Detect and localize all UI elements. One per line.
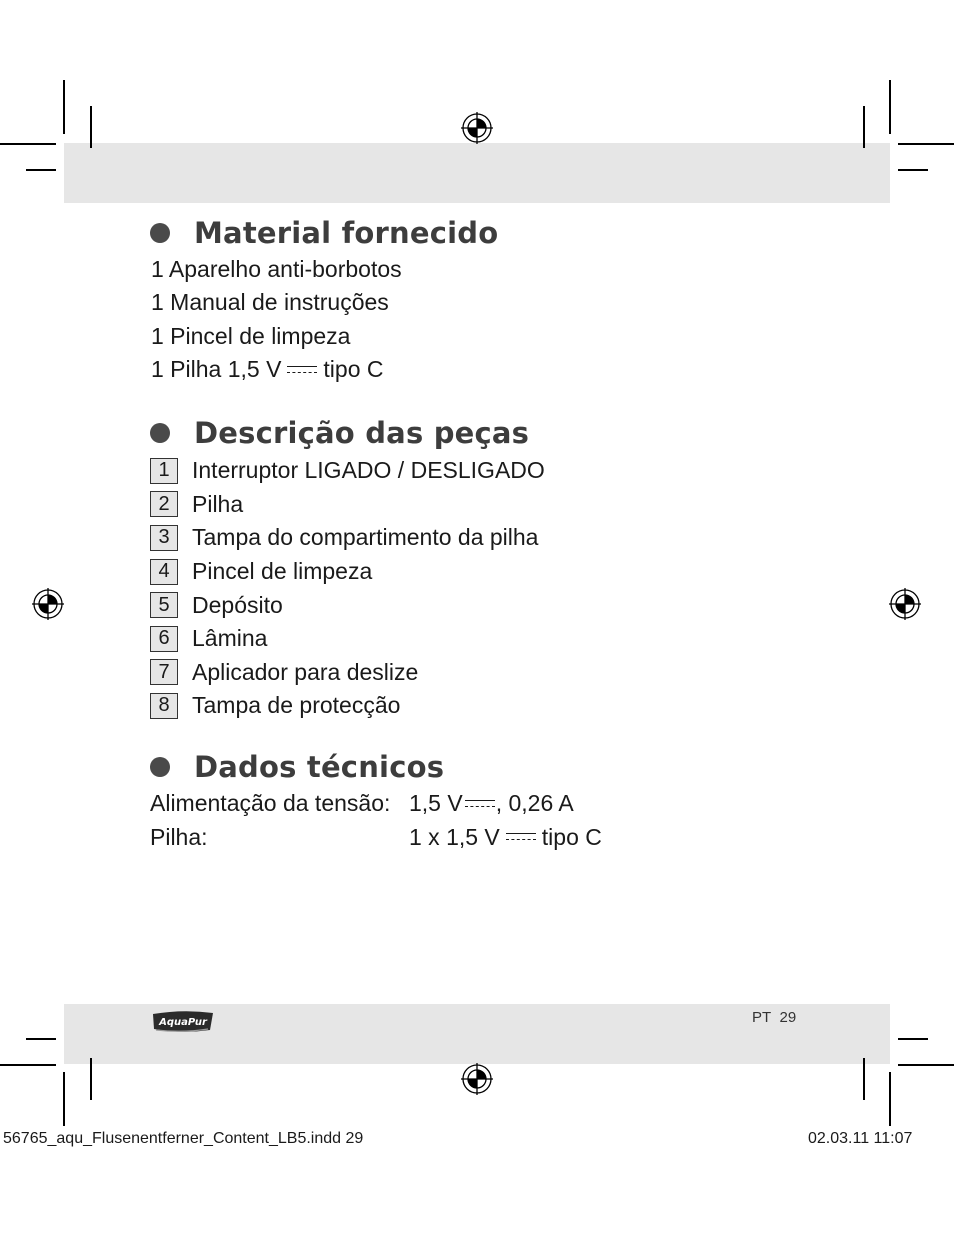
- registration-target-icon: [32, 588, 64, 620]
- spec-label: Alimentação da tensão:: [150, 790, 391, 817]
- section-heading-supplied: [150, 216, 498, 250]
- crop-mark: [863, 106, 865, 148]
- spec-value-suffix: , 0,26 A: [495, 790, 574, 817]
- registration-target-icon: [461, 1063, 493, 1095]
- section-title: Descrição das peças: [194, 416, 530, 450]
- list-item: [150, 588, 545, 622]
- part-number-box: 1: [150, 458, 178, 484]
- spec-row-power: [150, 787, 602, 821]
- list-item: 1 Aparelho anti-borbotos: [151, 256, 402, 283]
- section-heading-parts: [150, 416, 529, 450]
- page-language: PT: [752, 1009, 772, 1026]
- crop-mark: [0, 143, 56, 145]
- part-number-box: 5: [150, 592, 178, 618]
- list-item: [150, 454, 545, 488]
- list-item: [150, 488, 545, 522]
- page-number: [752, 1009, 796, 1026]
- crop-mark: [898, 1038, 928, 1040]
- crop-mark: [26, 169, 56, 171]
- part-label: Aplicador para deslize: [192, 658, 419, 685]
- page-number-value: 29: [779, 1009, 797, 1026]
- crop-mark: [889, 80, 891, 134]
- list-item: [150, 689, 545, 723]
- list-item: [150, 521, 545, 555]
- spec-value-prefix: 1 x 1,5 V: [409, 823, 500, 850]
- part-number-box: 3: [150, 525, 178, 551]
- tech-specs: [150, 787, 602, 854]
- crop-mark: [63, 1072, 65, 1126]
- part-label: Tampa de protecção: [192, 692, 401, 719]
- registration-target-icon: [461, 112, 493, 144]
- part-number-box: 2: [150, 491, 178, 517]
- aquapur-logo: [150, 1008, 216, 1034]
- bullet-dot-icon: [150, 423, 170, 443]
- bullet-dot-icon: [150, 223, 170, 243]
- crop-mark: [898, 143, 954, 145]
- crop-mark: [898, 169, 928, 171]
- list-item: [151, 353, 402, 386]
- crop-mark: [90, 106, 92, 148]
- crop-mark: [90, 1058, 92, 1100]
- crop-mark: [863, 1058, 865, 1100]
- part-label: Pincel de limpeza: [192, 558, 373, 585]
- crop-mark: [898, 1064, 954, 1066]
- registration-target-icon: [889, 588, 921, 620]
- parts-list: [150, 454, 545, 723]
- part-label: Lâmina: [192, 625, 268, 652]
- crop-mark: [26, 1038, 56, 1040]
- part-label: Pilha: [192, 490, 244, 517]
- part-number-box: 7: [150, 659, 178, 685]
- list-item: 1 Manual de instruções: [151, 289, 389, 316]
- battery-prefix: 1 Pilha 1,5 V: [151, 356, 282, 383]
- list-item: [150, 622, 545, 656]
- spec-value-prefix: 1,5 V: [409, 790, 463, 817]
- list-item: 1 Pincel de limpeza: [151, 322, 351, 349]
- crop-mark: [0, 1064, 56, 1066]
- header-band: [64, 143, 890, 203]
- part-number-box: 8: [150, 693, 178, 719]
- part-label: Depósito: [192, 591, 283, 618]
- part-label: Tampa do compartimento da pilha: [192, 524, 539, 551]
- crop-mark: [889, 1072, 891, 1126]
- crop-mark: [63, 80, 65, 134]
- list-item: [150, 656, 545, 690]
- bullet-dot-icon: [150, 757, 170, 777]
- supplied-list: [151, 253, 402, 386]
- part-number-box: 4: [150, 559, 178, 585]
- spec-row-battery: [150, 821, 602, 855]
- direct-current-icon: [465, 798, 495, 810]
- slug-date: 02.03.11 11:07: [808, 1130, 913, 1147]
- section-title: Material fornecido: [194, 216, 499, 250]
- section-title: Dados técnicos: [194, 750, 445, 784]
- spec-value-suffix: tipo C: [541, 823, 602, 850]
- part-label: Interruptor LIGADO / DESLIGADO: [192, 457, 545, 484]
- part-number-box: 6: [150, 626, 178, 652]
- logo-text: AquaPur: [159, 1017, 207, 1028]
- battery-suffix: tipo C: [323, 356, 384, 383]
- direct-current-icon: [287, 364, 317, 376]
- slug-file: 56765_aqu_Flusenentferner_Content_LB5.indd 29: [3, 1130, 364, 1147]
- spec-label: Pilha:: [150, 823, 208, 850]
- section-heading-tech: [150, 750, 444, 784]
- direct-current-icon: [506, 831, 536, 843]
- list-item: [150, 555, 545, 589]
